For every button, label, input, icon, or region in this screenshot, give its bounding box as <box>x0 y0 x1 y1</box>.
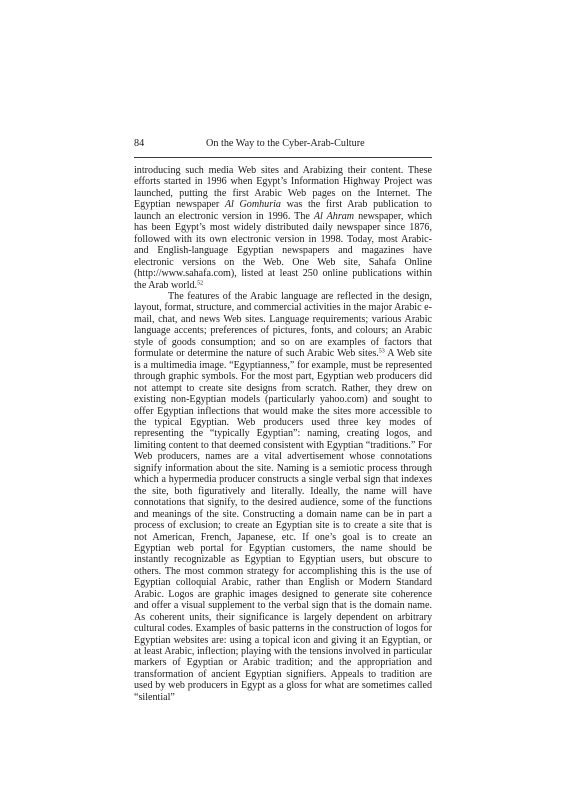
footnote-ref-53: 53 <box>378 348 385 355</box>
paragraph-2-text-b: A Web site is a multimedia image. “Egyptianness,” for example, must be represented through graphic symbols. For the most part, Egyptian web producers did not attempt to create site designs from scratch. Rather, they drew on existing non-Egyptian models (particularly yahoo.com) and sought to offer Egyptian inflections that would make the sites more accessible to the typical Egyptian. Web producers used three key modes of representing the “typically Egyptian”: naming, creating logos, and limiting content to that deemed consistent with Egyptian “traditions.” For Web producers, names are a vital advertisement whose connotations signify information about the site. Naming is a semiotic process through which a hypermedia producer constructs a single verbal sign that indexes the site, both figuratively and literally. Ideally, the name will have connotations that signify, to the desired audience, some of the functions and meanings of the site. Constructing a domain name can be in part a process of exclusion; to create an Egyptian site is to create a site that is not American, French, Japanese, etc. If one’s goal is to create an Egyptian web portal for Egyptian customers, the name should be instantly recognizable as Egyptian to Egyptian users, but obscure to others. The most common strategy for accomplishing this is the use of Egyptian colloquial Arabic, rather than English or Modern Standard Arabic. Logos are graphic images designed to generate site coherence and offer a visual supplement to the verbal sign that is the domain name. As coherent units, their significance is largely dependent on arbitrary cultural codes. Examples of basic patterns in the construction of logos for Egyptian websites are: using a topical icon and giving it an Egyptian, or at least Arabic, inflection; playing with the tensions involved in particular markers of Egyptian or Arabic tradition; and the appropriation and transformation of ancient Egyptian signifiers. Appeals to tradition are used by web producers in Egypt as a gloss for what are sometimes called “silential” <box>134 348 432 703</box>
paragraph-1-text-e: newspaper, which has been Egypt’s most widely distributed daily newspaper since 1876, followed with its own electronic version in 1998. Today, most Arabic- and English-language Egyptian newspapers and magazines have electronic versions on the Web. One Web site, Sahafa Online (http://www.sahafa.com), listed at least 250 online publications within the Arab world. <box>134 210 432 291</box>
header-rule <box>134 157 432 158</box>
paragraph-1-text-a: introducing such media Web sites and Arabizing their content. These efforts started in 1996 when Egypt’s Information Highway Project was launched, putting the first Arabic Web pages on the Internet. The Egyptian newspaper <box>134 165 432 211</box>
paragraph-1 <box>134 165 432 291</box>
newspaper-name-al-ahram: Al Ahram <box>313 210 355 222</box>
paragraph-2-text-a: The features of the Arabic language are reflected in the design, layout, format, structure, and commercial activities in the major Arabic e-mail, chat, and news Web sites. Language requirements; various Arabic language accents; preferences of pictures, fonts, and colours; an Arabic style of goods consumption; and so on are examples of factors that formulate or determine the nature of such Arabic Web sites. <box>134 290 432 360</box>
paragraph-2 <box>134 291 432 703</box>
running-title: On the Way to the Cyber-Arab-Culture <box>206 138 365 149</box>
newspaper-name-al-gomhuria: Al Gomhuria <box>224 199 281 211</box>
body-text <box>134 165 432 703</box>
paragraph-1-text-c: was the first Arab publication to launch an electronic version in 1996. The <box>134 199 432 222</box>
footnote-ref-52: 52 <box>197 280 204 287</box>
page-header <box>134 137 432 151</box>
page-number: 84 <box>134 138 145 149</box>
